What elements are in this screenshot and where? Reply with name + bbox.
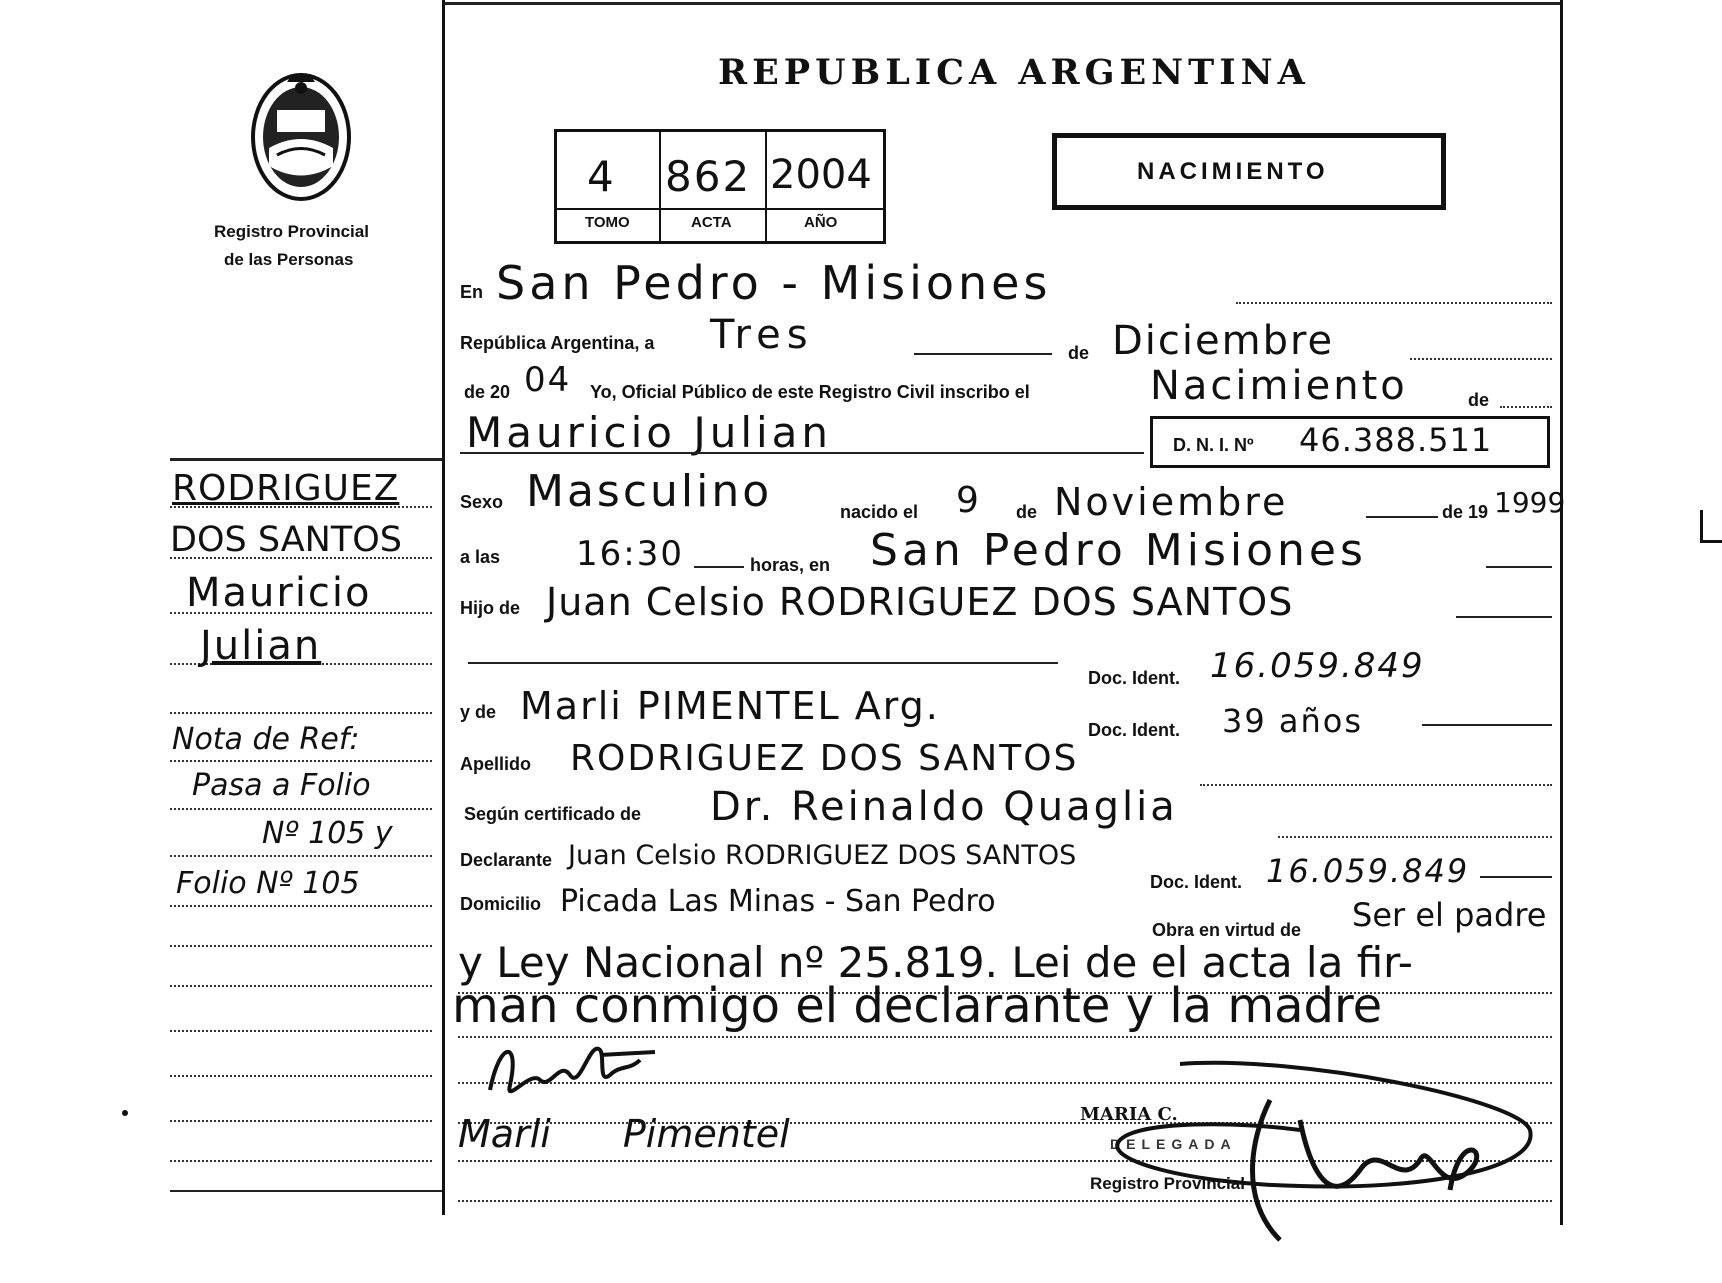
label-apellido: Apellido [460,754,531,774]
label-a-las: a las [460,547,501,567]
value-act: Nacimiento [1150,363,1408,409]
value-birth-place: San Pedro Misiones [870,525,1367,576]
mother-name-signature: Marli Pimentel [458,1112,790,1156]
margin-surname-1: RODRIGUEZ [172,468,400,509]
value-mother-doc: 39 años [1222,702,1364,740]
form-right-border [1560,0,1563,1225]
margin-note-4: Folio Nº 105 [176,866,360,901]
label-de-month: de [1068,343,1090,363]
label-de-19: de 19 [1442,502,1489,522]
label-de-birth-month: de [1016,502,1038,522]
official-title: DELEGADA [1110,1136,1237,1152]
provincial-seal-icon [247,70,355,205]
acta-label: ACTA [691,214,732,231]
value-father-doc: 16.059.849 [1210,646,1425,686]
act-type-label: NACIMIENTO [1137,158,1329,185]
value-birth-month: Noviembre [1054,480,1289,524]
label-en: En [460,282,484,302]
margin-given-2: Julian [200,623,322,669]
label-declarante: Declarante [460,850,553,870]
label-de-20: de 20 [464,382,511,402]
label-doc-declarant: Doc. Ident. [1150,872,1243,892]
value-day: Tres [710,312,814,358]
edge-mark [1700,510,1722,543]
ano-label: AÑO [804,214,838,231]
label-horas: horas, en [750,555,831,575]
official-name: MARIA C. [1080,1104,1178,1125]
value-name: Mauricio Julian [466,408,833,457]
registry-name-line1: Registro Provincial [214,222,369,241]
tomo-label: TOMO [585,214,630,231]
act-type-box [1052,133,1446,210]
value-birth-year: 1999 [1494,486,1566,519]
form-top-border [444,2,1560,5]
tomo-value: 4 [587,152,616,201]
official-registry: Registro Provincial [1090,1174,1245,1193]
label-republica: República Argentina, a [460,333,655,353]
margin-surname-2: DOS SANTOS [170,520,402,560]
label-y-de: y de [460,702,497,722]
margin-note-2: Pasa a Folio [192,768,371,803]
label-obra: Obra en virtud de [1152,920,1302,940]
label-hijo: Hijo de [460,598,521,618]
value-line2: y Ley Nacional nº 25.819. Lei de el acta la fir- [458,938,1413,987]
value-basis: Ser el padre [1352,896,1547,934]
value-sex: Masculino [526,466,773,517]
value-address: Picada Las Minas - San Pedro [560,884,996,919]
form-left-border [442,0,445,1215]
value-time: 16:30 [576,534,684,574]
value-place: San Pedro - Misiones [496,256,1052,310]
record-number-box [554,129,886,244]
ano-value: 2004 [770,152,872,198]
label-sexo: Sexo [460,492,504,512]
margin-note-1: Nota de Ref: [172,722,360,757]
country-title: REPUBLICA ARGENTINA [718,52,1310,93]
label-domicilio: Domicilio [460,894,542,914]
value-surname: RODRIGUEZ DOS SANTOS [570,738,1079,779]
label-doc-father: Doc. Ident. [1088,668,1181,688]
margin-bottom-rule [170,1190,442,1192]
margin-note-3: Nº 105 y [262,816,393,851]
label-yo-oficial: Yo, Oficial Público de este Registro Civil inscribo el [590,382,1030,402]
label-dni: D. N. I. Nº [1173,435,1254,455]
mother-signature [480,1030,680,1110]
label-de-after-act: de [1468,390,1490,410]
value-declarant-doc: 16.059.849 [1266,852,1470,890]
value-month: Diciembre [1112,318,1335,364]
official-signature [1100,1060,1540,1250]
value-father: Juan Celsio RODRIGUEZ DOS SANTOS [546,580,1294,624]
label-doc-mother: Doc. Ident. [1088,720,1181,740]
value-declarant: Juan Celsio RODRIGUEZ DOS SANTOS [568,840,1077,871]
stray-dot [122,1110,128,1116]
value-certificate: Dr. Reinaldo Quaglia [710,784,1178,830]
margin-given-1: Mauricio [186,570,372,616]
registry-name-line2: de las Personas [224,250,354,269]
value-mother: Marli PIMENTEL Arg. [520,684,940,728]
label-segun: Según certificado de [464,804,642,824]
dni-box [1150,416,1550,468]
acta-value: 862 [665,152,752,201]
margin-top-rule [170,458,442,461]
value-birth-day: 9 [956,480,981,521]
value-year-suffix: 04 [524,360,572,400]
label-nacido: nacido el [840,502,919,522]
value-line3: man conmigo el declarante y la madre [452,978,1383,1034]
value-dni: 46.388.511 [1299,421,1493,459]
